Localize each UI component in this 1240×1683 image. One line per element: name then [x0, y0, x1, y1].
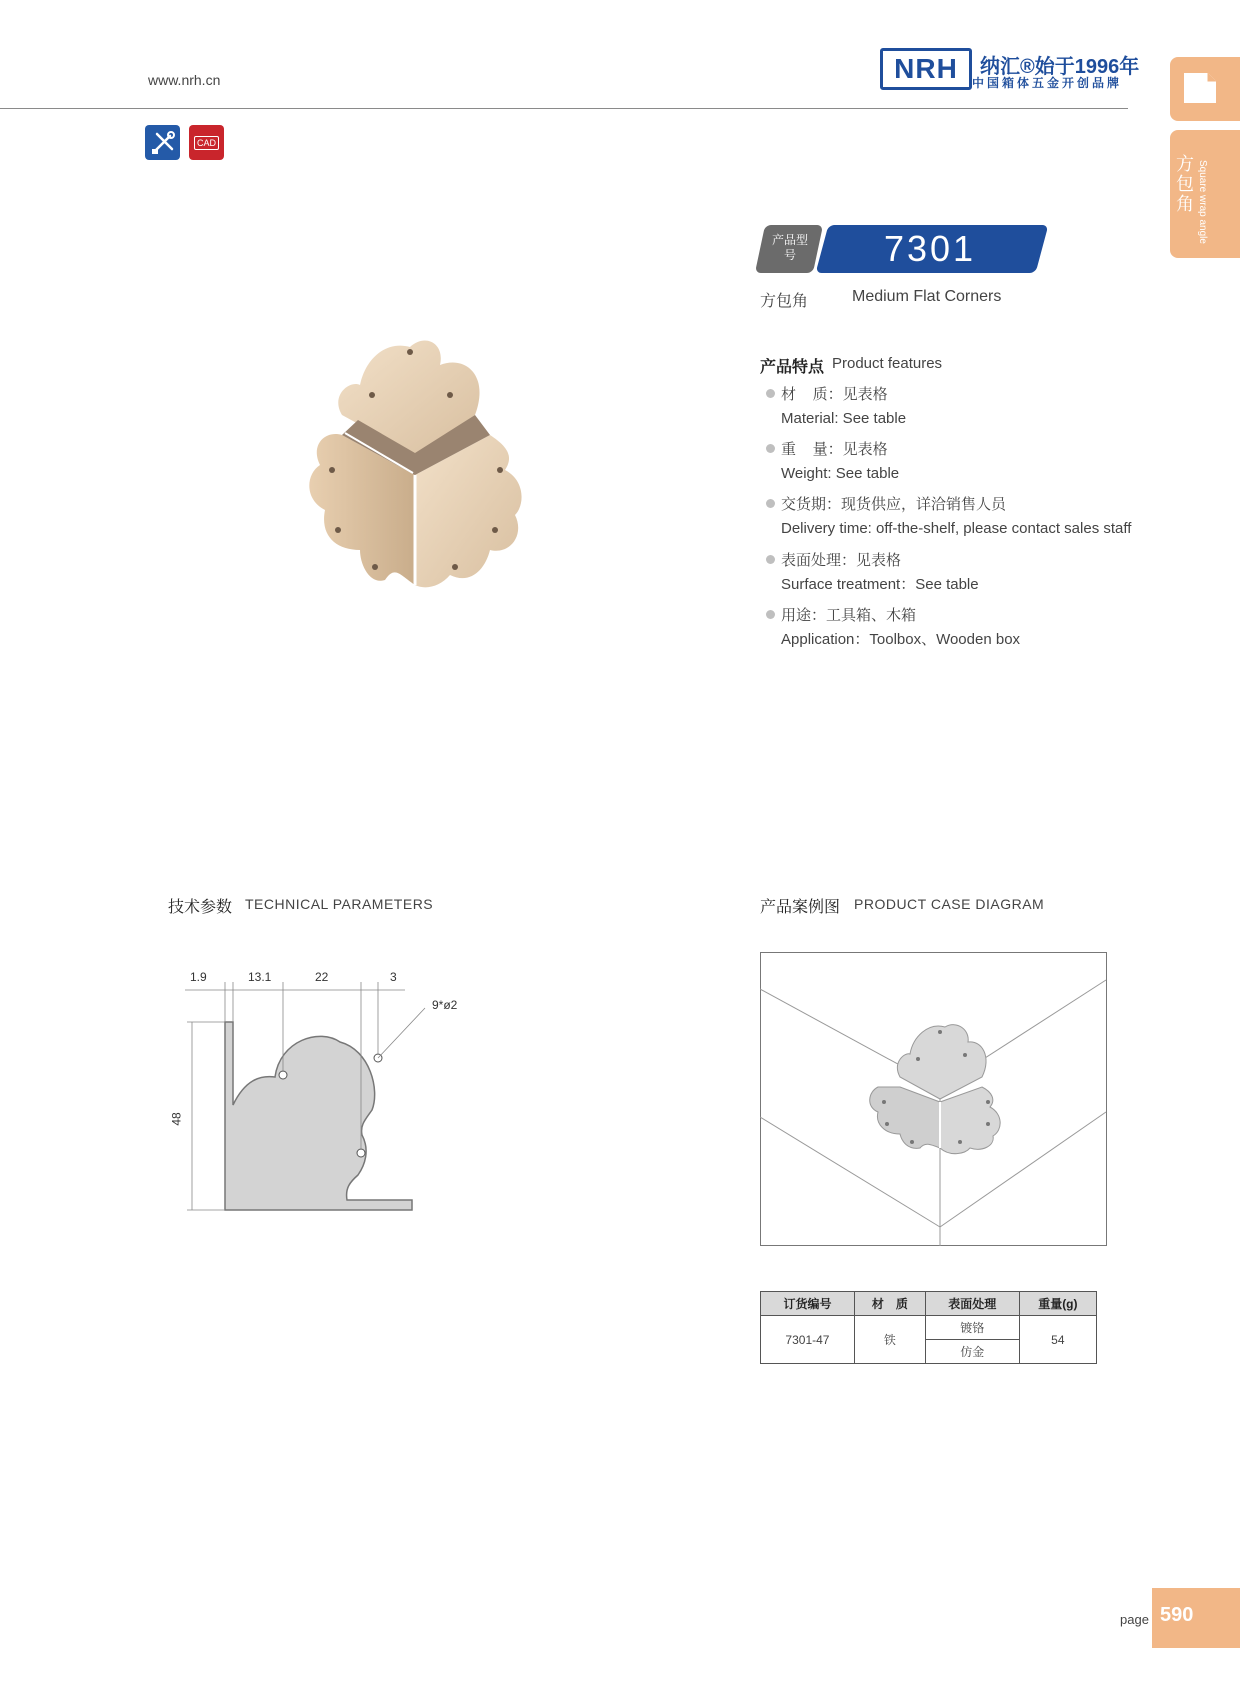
case-title-cn: 产品案例图: [760, 899, 841, 916]
feature-item: [766, 493, 1146, 541]
category-en: Square wrap angle: [1197, 160, 1208, 244]
features-title-en: Product features: [832, 355, 943, 372]
spec-table: [760, 1291, 1097, 1364]
category-cn: 方包角: [1176, 154, 1194, 214]
logo-subtitle: 中国箱体五金开创品牌: [972, 76, 1123, 90]
product-photo: [290, 335, 570, 595]
feature-item: [766, 549, 1146, 597]
site-url[interactable]: www.nrh.cn: [148, 72, 221, 88]
nrh-logo: NRH: [880, 48, 972, 90]
dim-3: 3: [390, 970, 397, 984]
case-diagram: [760, 952, 1107, 1246]
feature-cn: 材 质：见表格: [781, 386, 888, 403]
table-row: [761, 1316, 1097, 1340]
col-order-no: 订货编号: [761, 1292, 855, 1316]
feature-item: [766, 438, 1146, 486]
logo-tagline: 纳汇®始于1996年: [980, 56, 1140, 78]
page-number: 590: [1160, 1604, 1194, 1626]
page-label: page: [1120, 1612, 1149, 1627]
bullet-icon: [766, 389, 775, 398]
feature-cn: 表面处理：见表格: [781, 552, 902, 569]
cell-finish: 镀铬: [925, 1316, 1019, 1340]
product-name-cn: 方包角: [760, 293, 809, 310]
dim-holes: 9*ø2: [432, 998, 458, 1012]
cell-finish: 仿金: [925, 1340, 1019, 1364]
technical-title-en: TECHNICAL PARAMETERS: [245, 896, 434, 912]
feature-en: Application：Toolbox、Wooden box: [781, 631, 1021, 648]
bookmark-tab[interactable]: [1170, 57, 1240, 121]
col-material: 材 质: [854, 1292, 925, 1316]
feature-item: [766, 383, 1146, 431]
feature-item: [766, 604, 1146, 652]
bullet-icon: [766, 444, 775, 453]
product-name-en: Medium Flat Corners: [852, 288, 1002, 305]
bullet-icon: [766, 555, 775, 564]
header-divider: [0, 108, 1128, 109]
feature-en: Delivery time: off-the-shelf, please contact sales staff: [781, 520, 1132, 537]
technical-title-cn: 技术参数: [168, 899, 233, 916]
cell-weight: 54: [1019, 1316, 1096, 1364]
feature-cn: 重 量：见表格: [781, 441, 888, 458]
dim-22: 22: [315, 970, 329, 984]
col-weight: 重量(g): [1019, 1292, 1096, 1316]
cell-order-no: 7301-47: [761, 1316, 855, 1364]
feature-en: Weight: See table: [781, 465, 900, 482]
features-title-cn: 产品特点: [760, 359, 825, 376]
model-number: 7301: [883, 228, 977, 269]
dim-13-1: 13.1: [248, 970, 272, 984]
feature-en: Material: See table: [781, 410, 907, 427]
table-header-row: [761, 1292, 1097, 1316]
tools-icon[interactable]: [145, 125, 180, 160]
feature-cn: 交货期：现货供应，详洽销售人员: [781, 496, 1007, 513]
feature-en: Surface treatment：See table: [781, 576, 979, 593]
technical-drawing: [170, 960, 430, 1220]
col-finish: 表面处理: [925, 1292, 1019, 1316]
bullet-icon: [766, 610, 775, 619]
case-title-en: PRODUCT CASE DIAGRAM: [854, 896, 1045, 912]
model-label: 产品型号: [772, 233, 809, 262]
dim-48: 48: [169, 1112, 184, 1126]
dim-1-9: 1.9: [190, 970, 207, 984]
cad-label: CAD: [194, 136, 219, 150]
cad-icon[interactable]: [189, 125, 224, 160]
bullet-icon: [766, 499, 775, 508]
feature-cn: 用途：工具箱、木箱: [781, 607, 917, 624]
cell-material: 铁: [854, 1316, 925, 1364]
